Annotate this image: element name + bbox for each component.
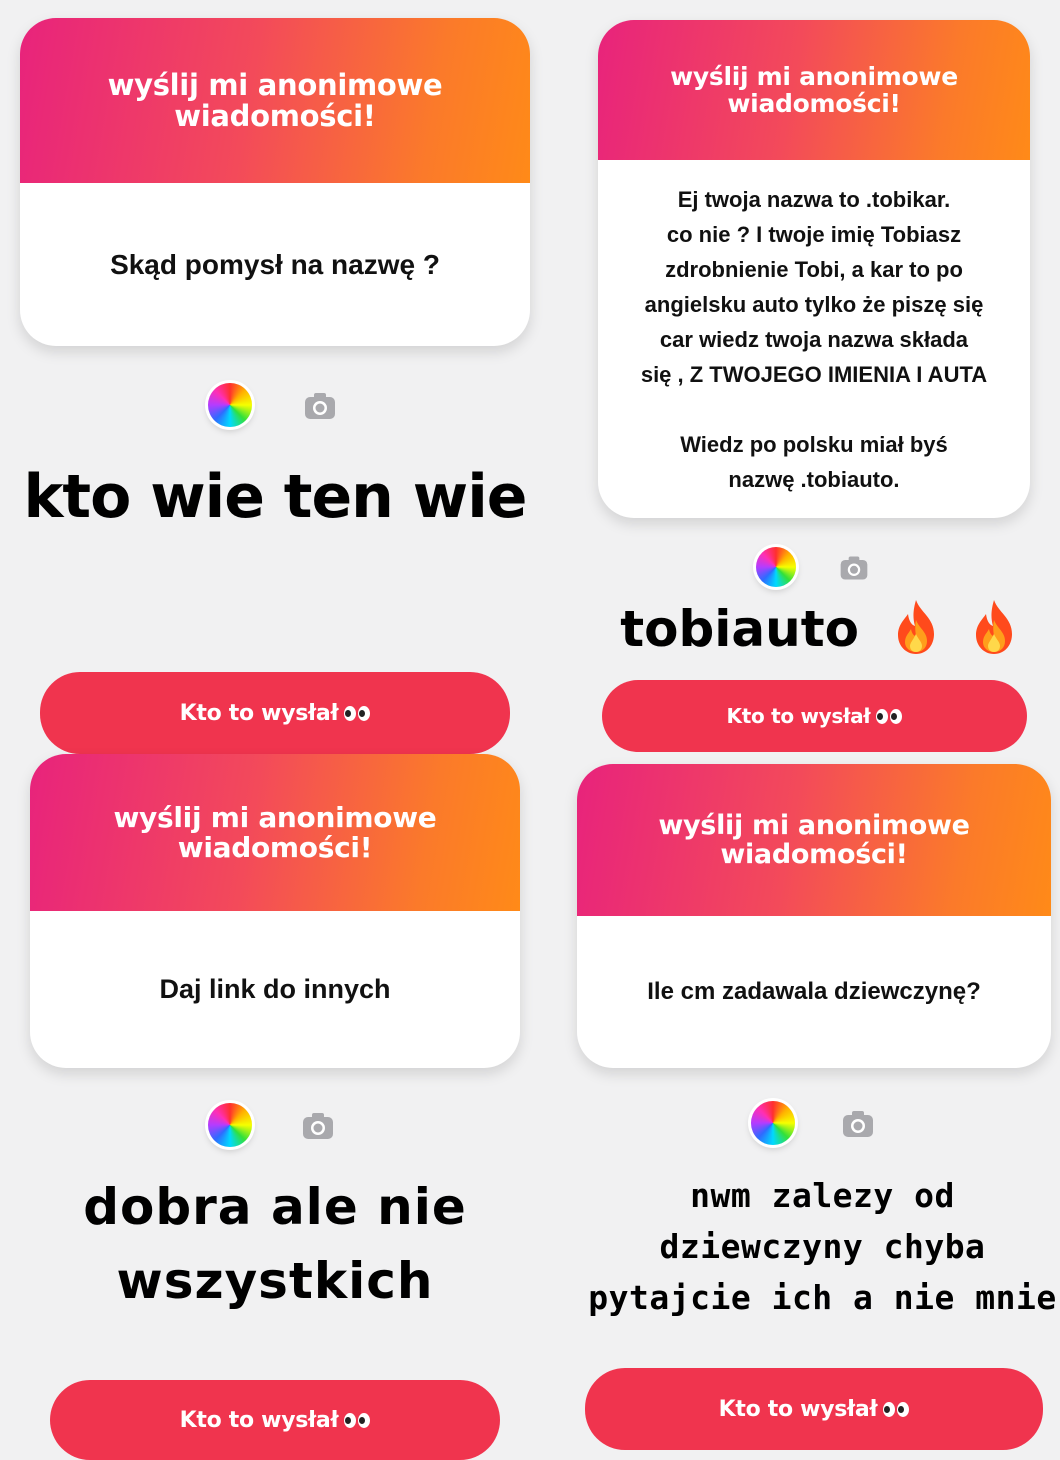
- camera-icon[interactable]: [838, 552, 870, 584]
- story-panel-1: [0, 0, 530, 730]
- answer-row: [620, 598, 1020, 658]
- color-wheel-icon[interactable]: [208, 1103, 252, 1147]
- header-text: wyślij mi anonimowe wiadomości!: [658, 810, 970, 870]
- question-card-body: [577, 916, 1051, 1068]
- question-card: [577, 764, 1051, 1068]
- question-card-header: [20, 18, 530, 183]
- question-text: Skąd pomysł na nazwę ?: [110, 248, 440, 280]
- color-wheel-icon[interactable]: [208, 383, 252, 427]
- fire-icon: [968, 598, 1020, 656]
- sticker-tools: [750, 545, 890, 595]
- question-card-header: [598, 20, 1030, 160]
- question-card-body: [20, 183, 530, 346]
- question-card: [20, 18, 530, 346]
- color-wheel-icon[interactable]: [751, 1101, 795, 1145]
- question-card-header: [577, 764, 1051, 916]
- fire-icon: [890, 598, 942, 656]
- answer-text: dobra ale nie wszystkich: [83, 1178, 467, 1310]
- answer-text: tobiauto: [620, 600, 859, 658]
- header-text: wyślij mi anonimowe wiadomości!: [107, 67, 443, 133]
- question-card: [30, 754, 520, 1068]
- who-sent-label: Kto to wysłał: [179, 700, 339, 726]
- header-text: wyślij mi anonimowe wiadomości!: [670, 62, 958, 118]
- question-card-body: [598, 160, 1030, 518]
- sticker-tools: [200, 380, 350, 430]
- who-sent-button[interactable]: [585, 1368, 1043, 1450]
- camera-icon[interactable]: [840, 1106, 876, 1142]
- camera-icon[interactable]: [300, 1108, 336, 1144]
- who-sent-label: Kto to wysłał: [718, 1396, 878, 1422]
- answer-text: kto wie ten wie: [23, 462, 527, 532]
- story-panel-2: [530, 0, 1060, 730]
- question-text: Daj link do innych: [159, 974, 391, 1004]
- answer-text: nwm zalezy od dziewczyny chyba pytajcie ich a nie mnie: [588, 1176, 1057, 1317]
- question-card-body: [30, 911, 520, 1068]
- question-text: Ej twoja nazwa to .tobikar. co nie ? I twoje imię Tobiasz zdrobnienie Tobi, a kar to po angielsku auto tylko że piszę się car wiedz twoja nazwa składa się , Z TWOJEGO IMIENIA I AUTA Wiedz po polsku miał byś nazwę .tobiauto.: [640, 186, 988, 492]
- question-card: [598, 20, 1030, 518]
- who-sent-label: Kto to wysłał: [179, 1407, 339, 1433]
- who-sent-button[interactable]: [50, 1380, 500, 1460]
- story-panel-4: [530, 730, 1060, 1460]
- color-wheel-icon[interactable]: [756, 547, 796, 587]
- header-text: wyślij mi anonimowe wiadomości!: [113, 800, 437, 864]
- sticker-tools: [745, 1098, 895, 1148]
- camera-icon[interactable]: [302, 388, 338, 424]
- eyes-icon: [344, 1413, 370, 1428]
- eyes-icon: [883, 1402, 909, 1417]
- story-panel-3: [0, 730, 530, 1460]
- sticker-tools: [200, 1100, 350, 1150]
- question-text: Ile cm zadawala dziewczynę?: [647, 978, 981, 1005]
- who-sent-label: Kto to wysłał: [726, 704, 871, 728]
- eyes-icon: [876, 709, 902, 724]
- question-card-header: [30, 754, 520, 911]
- eyes-icon: [344, 706, 370, 721]
